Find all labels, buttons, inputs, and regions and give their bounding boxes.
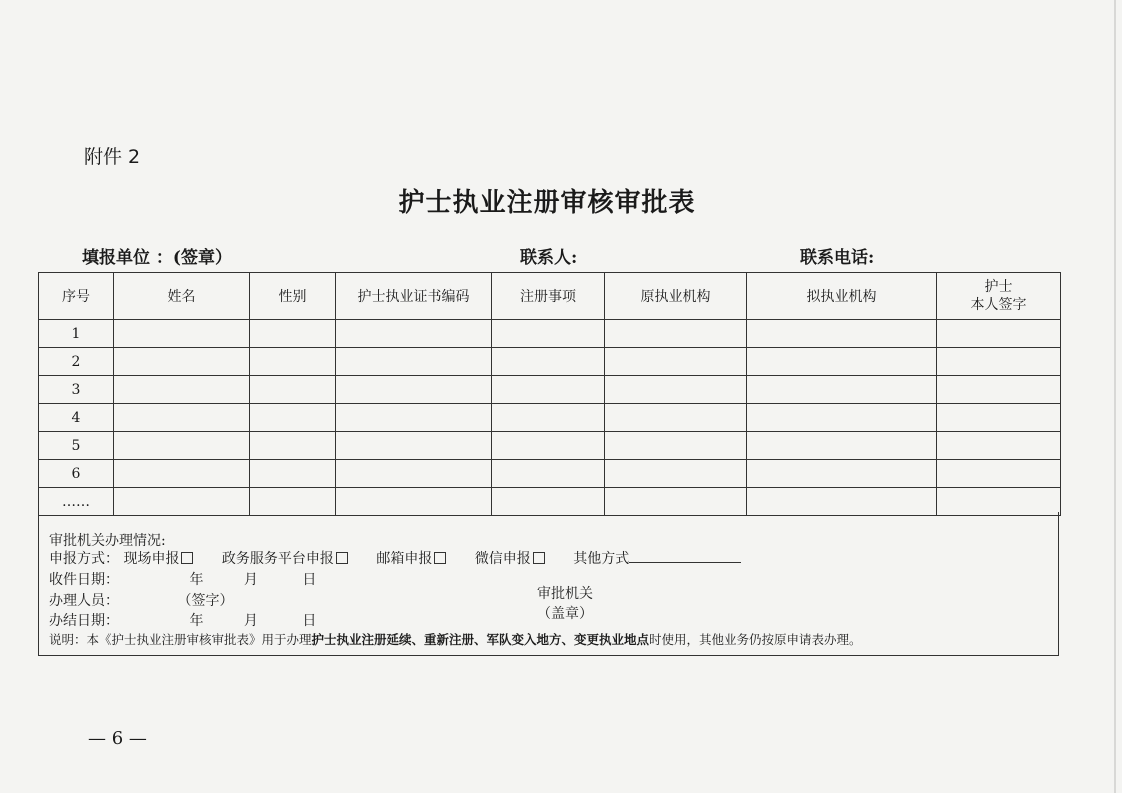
finish-date-field[interactable] [189,610,316,630]
registration-table [38,272,1061,516]
table-cell[interactable] [336,348,492,376]
checkbox-icon[interactable] [434,552,446,564]
method-label: 申报方式： [49,551,119,567]
method-platform-label: 政务服务平台申报 [221,551,334,567]
handler-signature: （签字） [177,593,234,609]
table-cell[interactable] [336,376,492,404]
table-row [39,460,1061,488]
note-prefix: 说明：本《护士执业注册审核审批表》用于办理 [49,632,312,647]
table-cell[interactable] [250,320,336,348]
form-title: 护士执业注册审核审批表 [398,188,696,218]
receive-date-row [49,569,316,589]
row-index: …… [39,488,114,516]
table-cell[interactable] [747,404,937,432]
table-cell[interactable] [747,460,937,488]
table-cell[interactable] [114,348,250,376]
table-cell[interactable] [492,376,605,404]
table-body [39,320,1061,516]
col-header-index: 序号 [39,273,114,320]
handler-label: 办理人员： [49,593,119,609]
table-row [39,404,1061,432]
row-index: 4 [39,404,114,432]
col-header-gender: 性别 [250,273,336,320]
table-cell[interactable] [937,376,1061,404]
method-platform[interactable] [222,548,348,568]
table-cell[interactable] [336,460,492,488]
method-other-field[interactable] [629,550,741,563]
table-row [39,348,1061,376]
table-cell[interactable] [492,460,605,488]
table-cell[interactable] [747,376,937,404]
method-email-label: 邮箱申报 [376,551,433,567]
checkbox-icon[interactable] [181,552,193,564]
approval-authority-seal [537,584,593,624]
table-cell[interactable] [336,320,492,348]
year-label: 年 [189,613,204,629]
attachment-label: 附件 2 [84,146,141,168]
row-index: 1 [39,320,114,348]
table-cell[interactable] [605,460,747,488]
method-wechat[interactable] [475,548,545,568]
method-onsite-label: 现场申报 [123,551,180,567]
seal-label: （盖章） [537,606,593,622]
table-cell[interactable] [250,404,336,432]
method-other-label: 其他方式 [573,551,630,567]
scan-edge [1114,0,1116,793]
checkbox-icon[interactable] [533,552,545,564]
note-suffix: 时使用，其他业务仍按原申请表办理。 [649,632,862,647]
day-label: 日 [302,613,317,629]
usage-note [49,630,862,648]
method-onsite[interactable] [123,548,193,568]
row-index: 6 [39,460,114,488]
note-bold: 护士执业注册延续、重新注册、军队变入地方、变更执业地点 [311,632,650,647]
month-label: 月 [243,572,258,588]
finish-date-row [49,610,316,630]
table-cell[interactable] [605,404,747,432]
contact-person-label: 联系人: [520,248,578,268]
col-header-nurse-signature [937,273,1061,320]
table-cell[interactable] [492,348,605,376]
table-cell[interactable] [114,320,250,348]
receive-date-field[interactable] [189,569,316,589]
day-label: 日 [302,572,317,588]
table-cell[interactable] [114,376,250,404]
table-cell[interactable] [250,376,336,404]
table-row [39,376,1061,404]
sign-header-line1: 护士 [984,279,1013,295]
row-index: 5 [39,432,114,460]
authority-label: 审批机关 [537,586,593,602]
checkbox-icon[interactable] [336,552,348,564]
method-wechat-label: 微信申报 [474,551,531,567]
approval-heading: 审批机关办理情况: [49,533,166,549]
approval-section [38,512,1059,656]
table-cell[interactable] [250,432,336,460]
handler-row [49,590,233,610]
receive-date-label: 收件日期： [49,572,119,588]
table-cell[interactable] [937,460,1061,488]
table-cell[interactable] [605,348,747,376]
table-row [39,432,1061,460]
reporting-unit-label: 填报单位 ：(签章） [82,248,232,268]
table-cell[interactable] [492,320,605,348]
table-cell[interactable] [937,404,1061,432]
table-cell[interactable] [747,348,937,376]
row-index: 3 [39,376,114,404]
table-cell[interactable] [492,432,605,460]
year-label: 年 [189,572,204,588]
col-header-original-institution: 原执业机构 [605,273,747,320]
table-cell[interactable] [747,320,937,348]
table-row [39,320,1061,348]
table-cell[interactable] [605,376,747,404]
table-header-row [39,273,1061,320]
finish-date-label: 办结日期： [49,613,119,629]
sign-header-line2: 本人签字 [970,297,1027,313]
table-cell[interactable] [114,432,250,460]
table-cell[interactable] [605,320,747,348]
col-header-registration-item: 注册事项 [492,273,605,320]
table-cell[interactable] [937,432,1061,460]
table-cell[interactable] [114,460,250,488]
row-index: 2 [39,348,114,376]
table-cell[interactable] [492,404,605,432]
table-cell[interactable] [605,432,747,460]
table-cell[interactable] [937,348,1061,376]
col-header-name: 姓名 [114,273,250,320]
contact-phone-label: 联系电话: [800,248,875,268]
month-label: 月 [243,613,258,629]
submission-method-row [49,548,741,568]
page-number: — 6 — [88,728,147,749]
method-email[interactable] [376,548,446,568]
table-cell[interactable] [336,404,492,432]
table-cell[interactable] [336,432,492,460]
table-cell[interactable] [114,404,250,432]
col-header-certificate-code: 护士执业证书编码 [336,273,492,320]
table-cell[interactable] [250,460,336,488]
table-cell[interactable] [250,348,336,376]
table-cell[interactable] [747,432,937,460]
table-cell[interactable] [937,320,1061,348]
col-header-proposed-institution: 拟执业机构 [747,273,937,320]
